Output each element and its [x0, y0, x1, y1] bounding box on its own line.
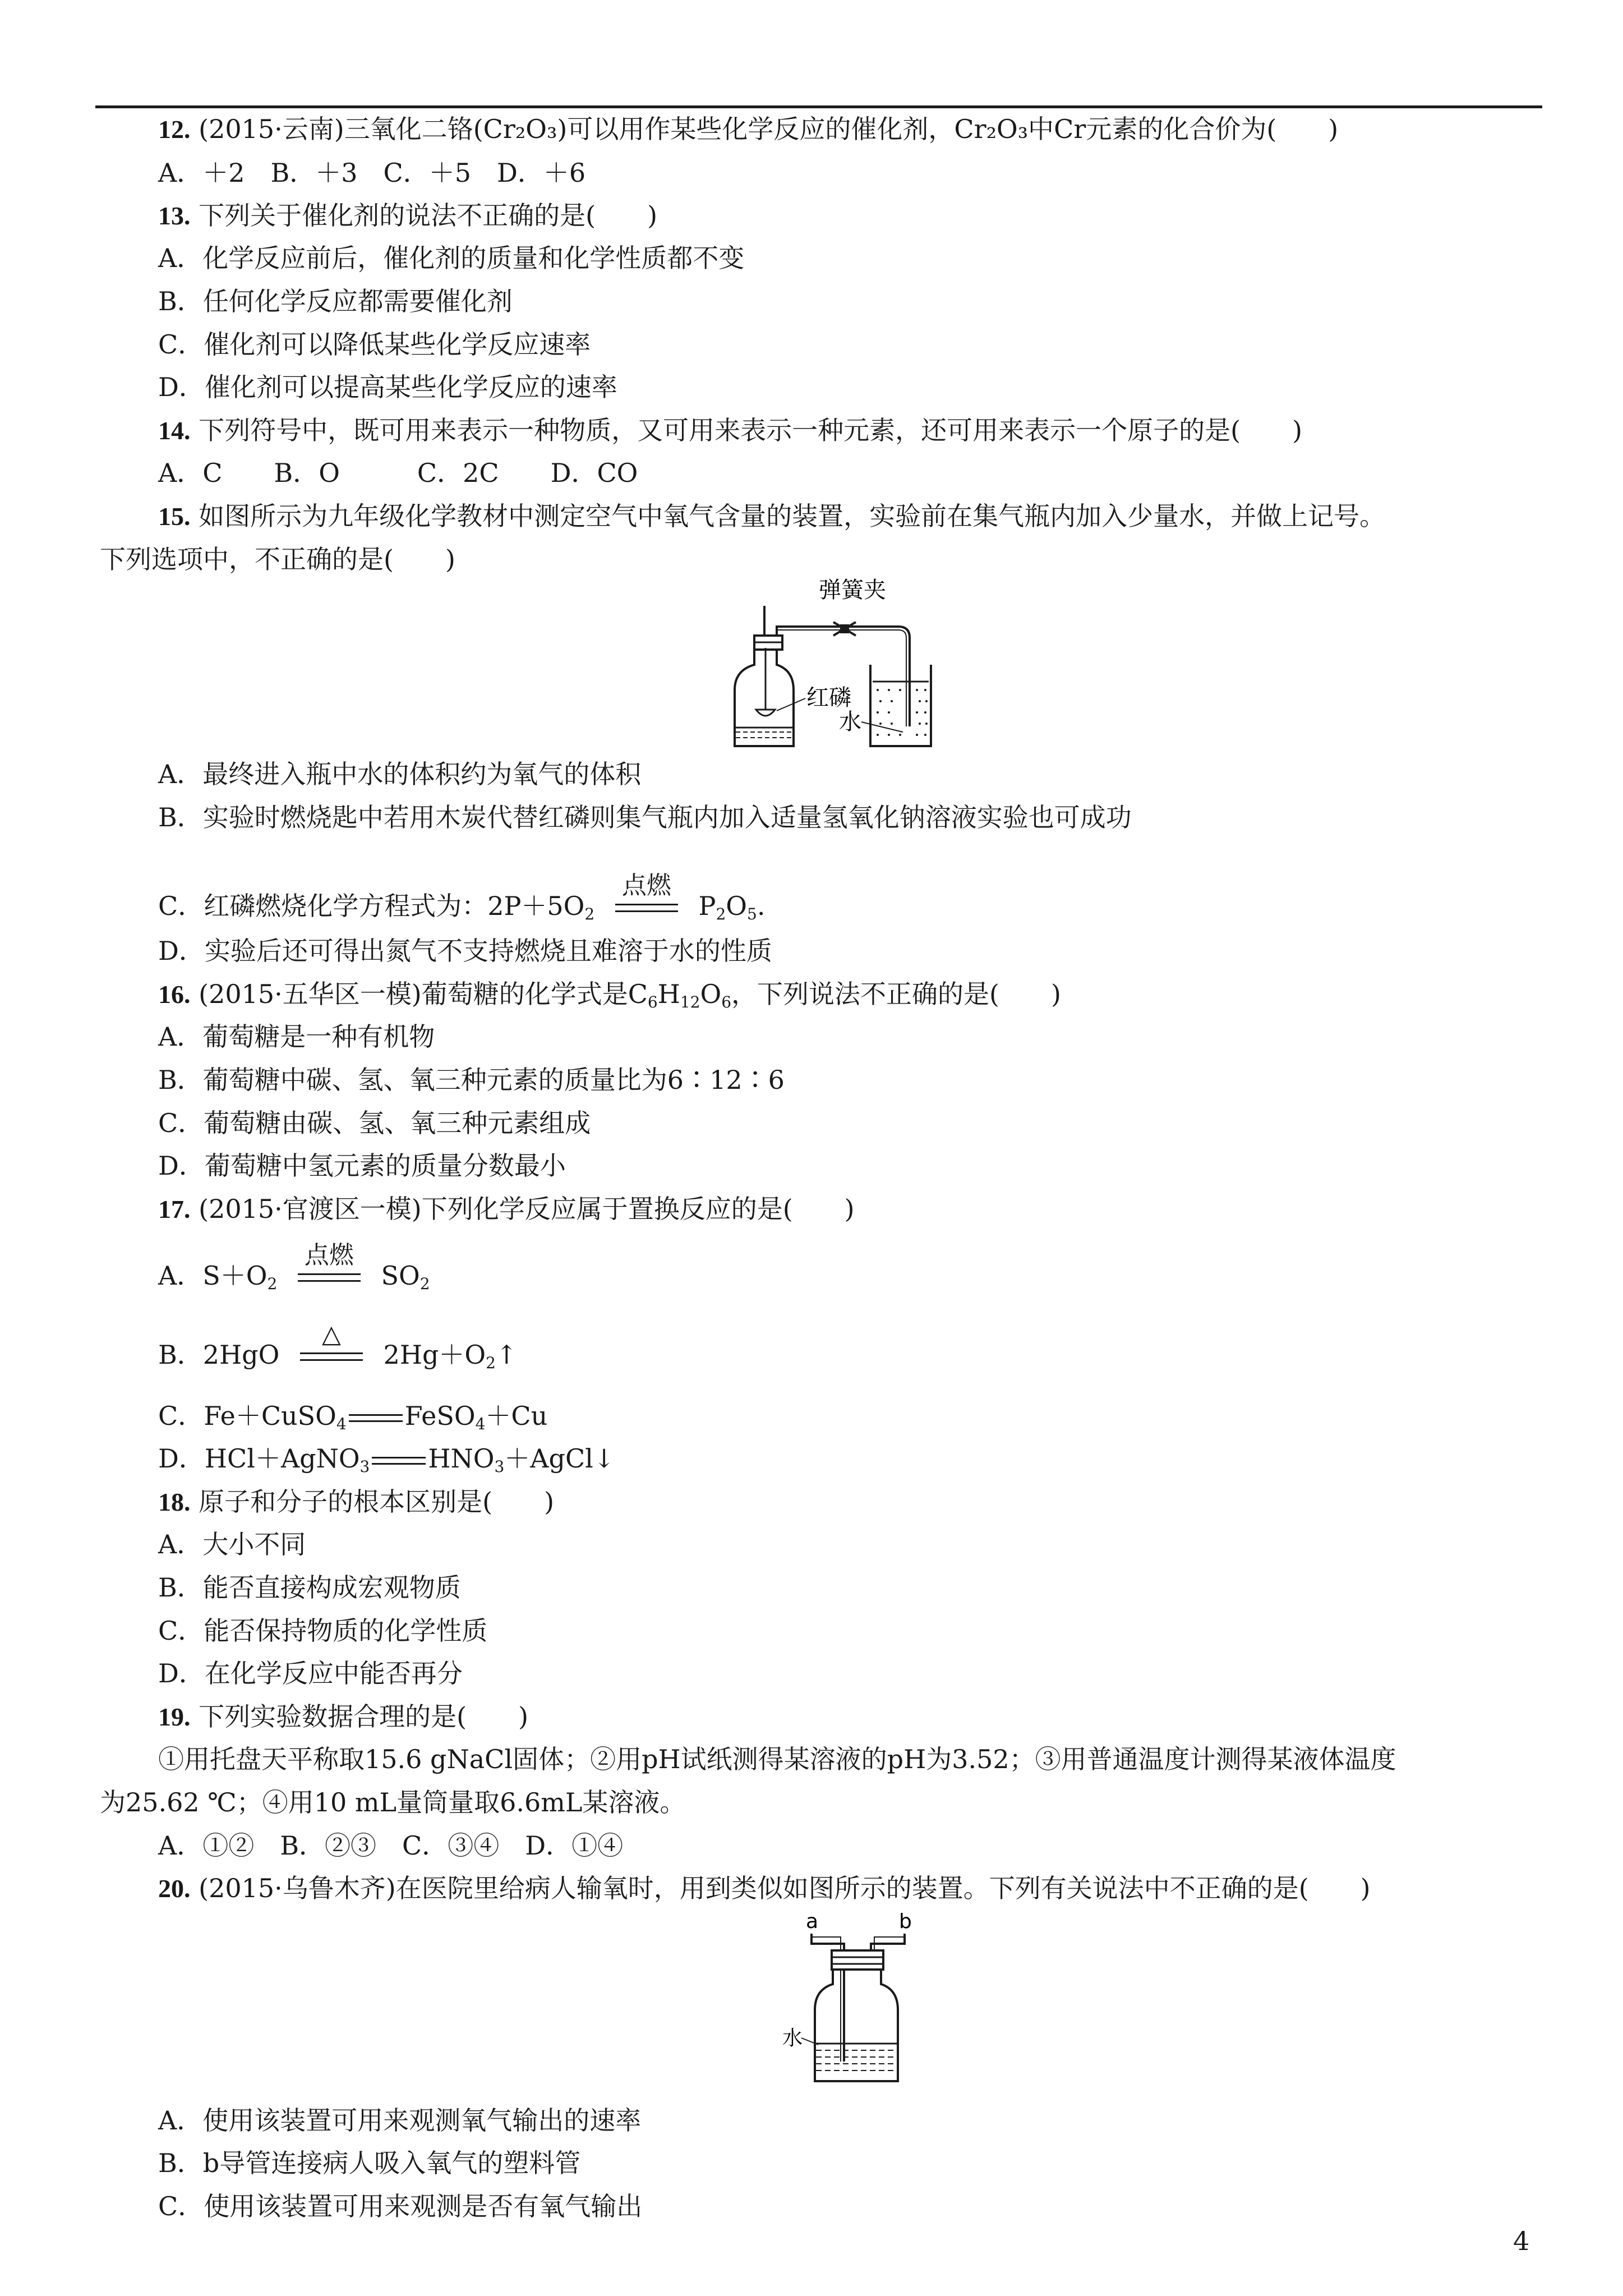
question-14 — [158, 413, 1302, 448]
oxygen-humidifier-bottle-figure — [782, 1910, 928, 2090]
q20-option-b: B．b导管连接病人吸入氧气的塑料管 — [158, 2148, 581, 2178]
q14-options: A．C B．O C．2C D．CO — [158, 458, 638, 488]
question-number: 20. — [158, 1874, 191, 1903]
q17-option-c: C．Fe＋CuSO$_4$ FeSO$_4$＋Cu — [158, 1401, 548, 1433]
reaction-condition: 点燃 — [613, 891, 680, 925]
question-number: 18. — [158, 1488, 191, 1516]
tube-b-label: b — [899, 1910, 912, 1933]
question-number: 15. — [158, 502, 191, 531]
question-20 — [158, 1871, 1371, 1906]
q20-option-a: A．使用该装置可用来观测氧气输出的速率 — [158, 2105, 642, 2136]
q15-option-c: C．红磷燃烧化学方程式为：$2P+5O_2$ 点燃 $P_2O_5$. — [158, 889, 765, 925]
combustion-spoon — [756, 710, 775, 716]
question-stem: (2015·官渡区一模)下列化学反应属于置换反应的是( ) — [199, 1194, 855, 1224]
q15-option-b: B．实验时燃烧匙中若用木炭代替红磷则集气瓶内加入适量氢氧化钠溶液实验也可成功 — [158, 802, 1132, 832]
page-number: 4 — [1513, 2226, 1530, 2256]
stopper — [832, 1950, 883, 1970]
equals-sign — [349, 1414, 403, 1422]
q19-options: A．①② B．②③ C．③④ D．①④ — [158, 1830, 624, 1861]
bottle — [815, 1970, 898, 2081]
q19-data-line2: 为25.62 ℃；④用10 mL量筒量取6.6mL某溶液。 — [100, 1787, 686, 1818]
water-label: 水 — [839, 709, 861, 735]
question-stem: 下列关于催化剂的说法不正确的是( ) — [199, 200, 658, 231]
question-stem: (2015·乌鲁木齐)在医院里给病人输氧时，用到类似如图所示的装置。下列有关说法中不正确的是( ) — [199, 1873, 1371, 1903]
reaction-condition: △ — [298, 1340, 365, 1374]
question-19 — [158, 1700, 528, 1734]
q17-option-b: B．2HgO △ $2Hg+O_2↑$ — [158, 1338, 518, 1374]
q13-option-a: A．化学反应前后，催化剂的质量和化学性质都不变 — [158, 243, 745, 273]
q13-option-c: C．催化剂可以降低某些化学反应速率 — [158, 329, 591, 360]
question-stem: 原子和分子的根本区别是( ) — [199, 1487, 555, 1517]
question-15 — [158, 499, 1385, 533]
question-18 — [158, 1485, 554, 1519]
q16-option-a: A．葡萄糖是一种有机物 — [158, 1022, 435, 1052]
q18-option-d: D．在化学反应中能否再分 — [158, 1658, 463, 1688]
q17-option-d: D．HCl＋AgNO$_3$ $HNO_3+AgCl↓$ — [158, 1443, 615, 1476]
q16-option-b: B．葡萄糖中碳、氢、氧三种元素的质量比为6∶12∶6 — [158, 1065, 785, 1095]
question-number: 14. — [158, 416, 191, 445]
question-12 — [158, 112, 1338, 146]
beaker — [870, 665, 931, 746]
q18-option-a: A．大小不同 — [158, 1529, 306, 1559]
question-number: 16. — [158, 980, 191, 1009]
question-stem: 下列实验数据合理的是( ) — [199, 1701, 529, 1732]
q20-option-c: C．使用该装置可用来观测是否有氧气输出 — [158, 2191, 643, 2221]
question-stem: (2015·云南)三氧化二铬(Cr₂O₃)可以用作某些化学反应的催化剂，Cr₂O₃中Cr元素的化合价为( ) — [199, 114, 1339, 144]
q15-stem-line2: 下列选项中，不正确的是( ) — [100, 544, 455, 574]
q16-option-d: D．葡萄糖中氢元素的质量分数最小 — [158, 1151, 566, 1181]
question-number: 13. — [158, 201, 191, 230]
spring-clip-label: 弹簧夹 — [819, 577, 886, 603]
q15-option-a: A．最终进入瓶中水的体积约为氧气的体积 — [158, 759, 642, 789]
question-16: 16. (2015·五华区一模)葡萄糖的化学式是$C_6H_{12}O_6$，下列说法不正确的是( ) — [158, 979, 1061, 1011]
q17-option-a: A．$S+O_2$ 点燃 $SO_2$ — [158, 1259, 430, 1295]
equals-sign — [372, 1457, 426, 1465]
question-number: 19. — [158, 1703, 191, 1731]
water-label: 水 — [782, 2027, 803, 2050]
q15-option-d: D．实验后还可得出氮气不支持燃烧且难溶于水的性质 — [158, 936, 772, 966]
q13-option-b: B．任何化学反应都需要催化剂 — [158, 286, 513, 316]
q16-option-c: C．葡萄糖由碳、氢、氧三种元素组成 — [158, 1108, 591, 1138]
q12-options: A．＋2 B．＋3 C．＋5 D．＋6 — [158, 158, 586, 188]
question-number: 17. — [158, 1195, 191, 1223]
q18-option-c: C．能否保持物质的化学性质 — [158, 1616, 488, 1646]
question-stem: 如图所示为九年级化学教材中测定空气中氧气含量的装置，实验前在集气瓶内加入少量水，并做上记号。 — [199, 501, 1386, 531]
question-17 — [158, 1192, 855, 1226]
question-number: 12. — [158, 115, 191, 144]
reaction-condition: 点燃 — [296, 1261, 363, 1295]
tube-a-label: a — [806, 1910, 819, 1933]
question-13 — [158, 199, 657, 233]
q13-option-d: D．催化剂可以提高某些化学反应的速率 — [158, 372, 617, 402]
red-phosphorus-label: 红磷 — [806, 685, 851, 711]
question-stem: 下列符号中，既可用来表示一种物质，又可用来表示一种元素，还可用来表示一个原子的是( ) — [199, 415, 1303, 445]
oxygen-content-apparatus-figure — [723, 575, 1088, 757]
q19-data-line1: ①用托盘天平称取15.6 gNaCl固体；②用pH试纸测得某溶液的pH为3.52；③用普通温度计测得某液体温度 — [158, 1744, 1396, 1774]
top-rule — [95, 105, 1542, 108]
q18-option-b: B．能否直接构成宏观物质 — [158, 1572, 461, 1603]
